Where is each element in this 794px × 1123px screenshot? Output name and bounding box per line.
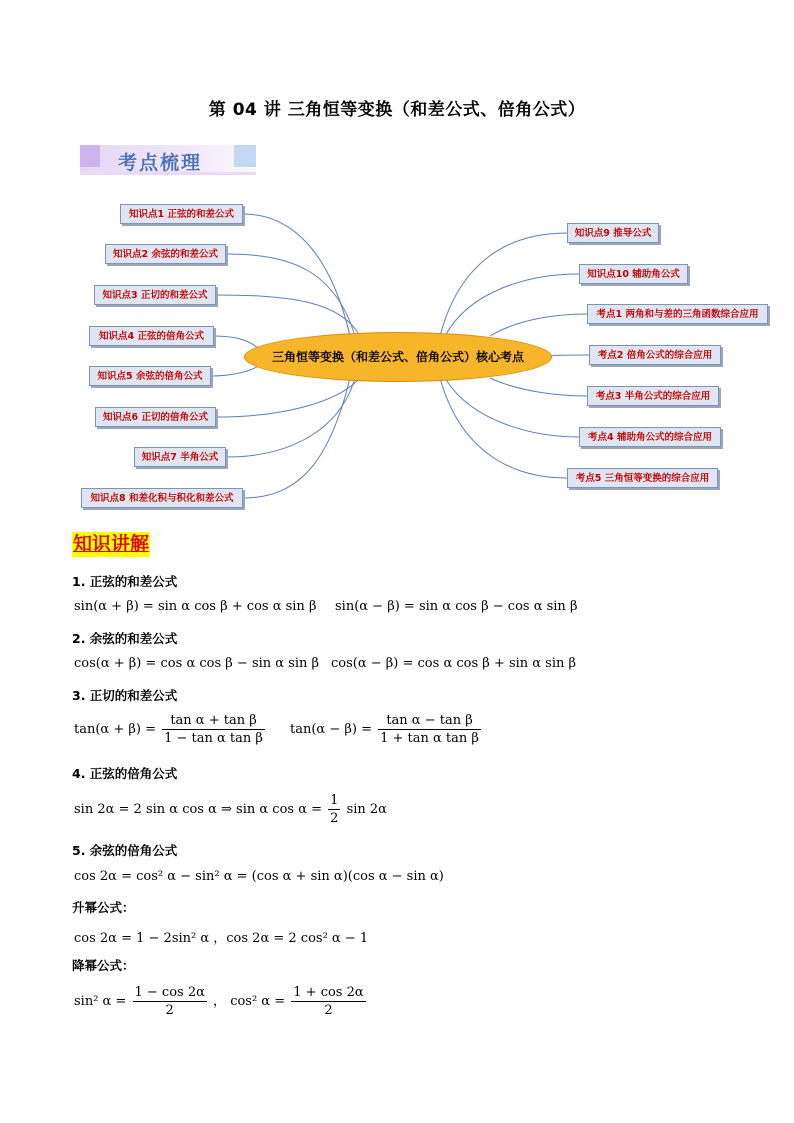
mindmap-node-right-2: 知识点10 辅助角公式 [579,264,688,284]
lower-power-sin-lhs: sin² α = [74,994,127,1009]
mindmap-node-left-4: 知识点4 正弦的倍角公式 [89,326,214,346]
section-heading: 知识讲解 [73,533,150,555]
lower-power-sin-fraction [133,984,207,1019]
tan-sum-fraction [162,712,265,747]
formula-raise-power: cos 2α = 1 − 2sin² α ，cos 2α = 2 cos² α − 1 [74,931,369,946]
banner-label: 考点梳理 [118,152,203,174]
mindmap-node-left-1: 知识点1 正弦的和差公式 [120,204,243,224]
formula-sin-sum: sin(α + β) = sin α cos β + cos α sin β [74,599,317,614]
formula-cos-sum: cos(α + β) = cos α cos β − sin α sin β [74,656,320,671]
formula-cos-diff: cos(α − β) = cos α cos β + sin α sin β [331,656,577,671]
lower-power-cos-fraction [291,984,365,1019]
formula-lower-power [74,984,368,1019]
connector-right-1 [440,233,567,336]
item-heading-4: 4. 正弦的倍角公式 [72,766,178,781]
tan-diff-denominator: 1 + tan α tan β [380,731,479,746]
mindmap-node-left-7: 知识点7 半角公式 [134,447,226,467]
lower-power-sin-denominator: 2 [165,1003,174,1018]
mind-map [0,0,794,520]
connector-left-7 [226,378,355,457]
subheading-lower-power: 降幂公式： [72,958,135,973]
mindmap-node-left-6: 知识点6 正切的倍角公式 [95,407,216,427]
connector-right-2 [445,274,579,336]
tan-sum-lhs: tan(α + β) = [74,722,156,737]
connector-right-6 [445,378,579,437]
sin-double-lhs: sin 2α = 2 sin α cos α ⇒ sin α cos α = [74,802,322,817]
item-heading-3: 3. 正切的和差公式 [72,688,178,703]
subheading-raise-power: 升幂公式： [72,900,135,915]
item-heading-1: 1. 正弦的和差公式 [72,574,178,589]
tan-diff-fraction [378,712,481,747]
item-heading-2: 2. 余弦的和差公式 [72,631,178,646]
mindmap-node-right-3: 考点1 两角和与差的三角函数综合应用 [587,304,768,324]
mindmap-node-right-4: 考点2 倍角公式的综合应用 [589,345,721,365]
mindmap-node-left-8: 知识点8 和差化积与积化和差公式 [81,488,243,508]
tan-sum-denominator: 1 − tan α tan β [164,731,263,746]
mindmap-node-right-7: 考点5 三角恒等变换的综合应用 [567,468,718,488]
mindmap-center-node: 三角恒等变换（和差公式、倍角公式）核心考点 [244,332,552,382]
connector-right-5 [490,378,587,396]
sin-double-tail: sin 2α [346,802,387,817]
tan-diff-lhs: tan(α − β) = [290,722,372,737]
page-title: 第 04 讲 三角恒等变换（和差公式、倍角公式） [208,100,586,120]
formula-sin-diff: sin(α − β) = sin α cos β − cos α sin β [335,599,578,614]
connector-left-1 [243,214,350,336]
sin-double-denominator: 2 [330,811,339,826]
lower-power-separator: ， [213,994,227,1009]
formula-cos-double: cos 2α = cos² α − sin² α = (cos α + sin α)(cos α − sin α) [74,869,444,884]
sin-double-numerator: 1 [330,793,339,808]
tan-diff-numerator: tan α − tan β [378,712,481,730]
formula-tan-sum [74,712,267,747]
lower-power-cos-denominator: 2 [324,1003,333,1018]
sin-double-fraction [328,792,340,827]
lower-power-cos-lhs: cos² α = [230,994,286,1009]
lower-power-cos-numerator: 1 + cos 2α [293,985,364,1000]
item-heading-5: 5. 余弦的倍角公式 [72,843,178,858]
connector-left-3 [216,295,360,336]
formula-tan-diff [290,712,483,747]
lower-power-sin-numerator: 1 − cos 2α [134,985,205,1000]
mindmap-node-left-5: 知识点5 余弦的倍角公式 [89,366,211,386]
mindmap-node-left-3: 知识点3 正切的和差公式 [94,285,216,305]
mindmap-node-right-6: 考点4 辅助角公式的综合应用 [579,427,721,447]
mindmap-node-right-1: 知识点9 推导公式 [567,223,659,243]
connector-right-3 [490,314,587,336]
mindmap-node-right-5: 考点3 半角公式的综合应用 [587,386,719,406]
mindmap-node-left-2: 知识点2 余弦的和差公式 [105,244,226,264]
connector-left-5 [211,365,260,376]
tan-sum-numerator: tan α + tan β [162,712,265,730]
formula-sin-double [74,792,387,827]
